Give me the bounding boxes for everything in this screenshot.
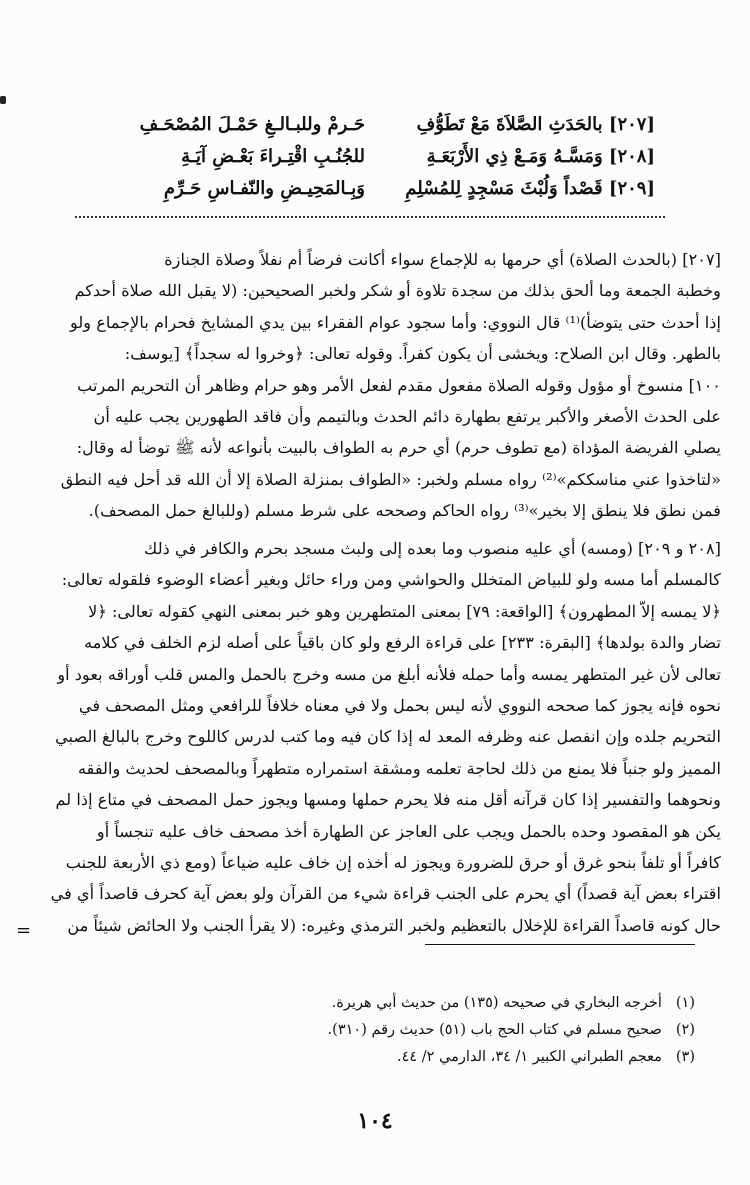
text-line: كالمسلم أما مسه ولو للبياض المتخلل والحواشي ومن وراء حائل وبغير أعضاء الوضوء فلقوله تعالى:: [61, 570, 721, 590]
footnote-text: أخرجه البخاري في صحيحه (١٣٥) من حديث أبي هريرة.: [331, 995, 662, 1011]
verse-first-hemistich: [٢٠٧] بالحَدَثِ الصَّلاَةَ مَعْ تَطَوُّفِ: [416, 113, 655, 135]
verse-row: [95, 108, 655, 140]
footnote: [195, 1017, 695, 1044]
text-line: إذا أحدث حتى يتوضأ)⁽¹⁾ قال النووي: وأما سجود عوام الفقراء بين يدي المشايخ فحرام بالإجماع ولو: [69, 312, 721, 332]
text-line: ١٠٠] منسوخ أو مؤول وقوله الصلاة مفعول مقدم لفعل الأمر وهو حرام وظاهر أن التحريم المرتب: [77, 375, 721, 395]
verse-second-hemistich: وَبِـالمَحِيـضِ والنّفـاسِ حَـرِّمِ: [163, 177, 365, 199]
footnote: [195, 1044, 695, 1071]
footnotes: [195, 990, 695, 1071]
text-line: وخطبة الجمعة وما ألحق بذلك من سجدة تلاوة أو شكر ولخبر الصحيحين: (لا يقبل الله صلاة أحدكم: [74, 281, 721, 301]
text-line: تعالى لأن غير المتطهر يمسه وأما حمله فلأنه أبلغ من مسه وخرج بالحمل والمس قلب أوراقه بعود أو: [57, 664, 721, 684]
verse-first-hemistich: [٢٠٩] قَصْداً وَلُبْثَ مَسْجِدٍ لِلمُسْلِمِ: [405, 177, 655, 199]
commentary-paragraph-207: [33, 244, 721, 527]
commentary-paragraph-208-209: [33, 533, 721, 941]
text-line: يصلي الفريضة المؤداة (مع تطوف حرم) أي حرم به الطواف بالبيت بأنواعه لأنه ﷺ توضأ له وقال:: [76, 438, 721, 458]
continuation-mark: =: [16, 920, 32, 941]
footnote: [195, 990, 695, 1017]
footnote-rule: [425, 944, 695, 945]
text-line: كافراً أو تلفاً بنحو غرق أو حرق للضرورة ويجوز له أخذه إن خاف عليه ضياعاً (ومع ذي الأربعة للجنب: [65, 853, 721, 873]
verse-row: [95, 140, 655, 172]
verse-row: [95, 172, 655, 204]
verse-first-hemistich: [٢٠٨] وَمَسَّـهُ وَمَـعْ ذِي الأَرْبَعَـةِ: [426, 145, 655, 167]
footnote-text: صحيح مسلم في كتاب الحج باب (٥١) حديث رقم (٣١٠).: [327, 1022, 662, 1038]
text-line: اقتراء بعض آية قصداً) أي يحرم على الجنب قراءة شيء من القرآن ولو بعض آية كحرف قاصداً أي في: [50, 884, 721, 904]
footnote-number: (٢): [675, 1022, 695, 1038]
text-line: حال كونه قاصداً القراءة للإخلال بالتعظيم ولخبر الترمذي وغيره: (لا يقرأ الجنب ولا الحائض شيئاً من: [67, 915, 721, 935]
text-line: فمن نطق فلا ينطق إلا بخير»⁽³⁾ رواه الحاكم وصححه على شرط مسلم (وللبالغ حمل المصحف).: [88, 501, 721, 521]
dotted-separator: [75, 216, 665, 218]
text-line: بالطهر. وقال ابن الصلاح: ويخشى أن يكون كفراً. وقوله تعالى: ﴿وخروا له سجداً﴾ [يوسف:: [124, 344, 721, 364]
poem-verses: [95, 108, 655, 204]
text-line: يكن هو المقصود وحده بالحمل ويجب على العاجز عن الطهارة أخذ مصحف خاف عليه تنجساً أو: [96, 821, 721, 841]
verse-second-hemistich: للجُنُـبِ اقْتِـراءَ بَعْـضِ آيَـةِ: [181, 145, 365, 167]
scan-mark: [0, 96, 6, 104]
verse-second-hemistich: حَـرمْ وللبـالـغِ حَمْـلَ المُصْحَـفِ: [139, 113, 365, 135]
text-line: [٢٠٧] (بالحدث الصلاة) أي حرمها به للإجماع سواء أكانت فرضاً أم نفلاً وصلاة الجنازة: [164, 250, 721, 269]
footnote-text: معجم الطبراني الكبير ١/ ٣٤، الدارمي ٢/ ٤٤.: [396, 1049, 662, 1065]
footnote-number: (٣): [675, 1049, 695, 1065]
page-number: ١٠٤: [357, 1108, 393, 1134]
text-line: التحريم جلده وإن انفصل عنه وظرفه المعد له إذا كان فيه وما كتب لدرس كاللوح وخرج بالبالغ الصبي: [55, 727, 721, 747]
text-line: على الحدث الأصغر والأكبر يرتفع بطهارة دائم الحدث وبالتيمم وأن فاقد الطهورين يجب عليه أن: [93, 407, 721, 427]
text-line: «لتاخذوا عني مناسككم»⁽²⁾ رواه مسلم ولخبر: «الطواف بمنزلة الصلاة إلا أن الله قد أحل فيه النطق: [60, 469, 721, 489]
text-line: المميز ولو جنباً فلا يمنع من ذلك لحاجة تعلمه ومشقة استمراره متطهراً وبالمصحف لحديث والفقه: [78, 758, 721, 778]
text-line: نحوه فإنه يجوز كما صححه النووي لأنه ليس بحمل ولا في معناه خلافاً للرافعي ومثل المصحف في: [78, 696, 721, 716]
text-line: [٢٠٨ و ٢٠٩] (ومسه) أي عليه منصوب وما بعده إلى ولبث مسجد بحرم والكافر في ذلك: [144, 539, 721, 558]
text-line: ونحوهما والتفسير إذا كان قرآنه أقل منه فلا يحرم حملها ومسها ويجوز حمل المصحف في متاع إذا لم: [55, 790, 721, 810]
footnote-number: (١): [675, 995, 695, 1011]
text-line: تضار والدة بولدها﴾ [البقرة: ٢٣٣] على قراءة الرفع ولو كان باقياً على أصله لزم الخلف في كلامه: [84, 633, 721, 653]
text-line: ﴿لا يمسه إلاّ المطهرون﴾ [الواقعة: ٧٩] بمعنى المتطهرين وهو خبر بمعنى النهي كقوله تعالى: ﴿لا: [88, 601, 721, 621]
